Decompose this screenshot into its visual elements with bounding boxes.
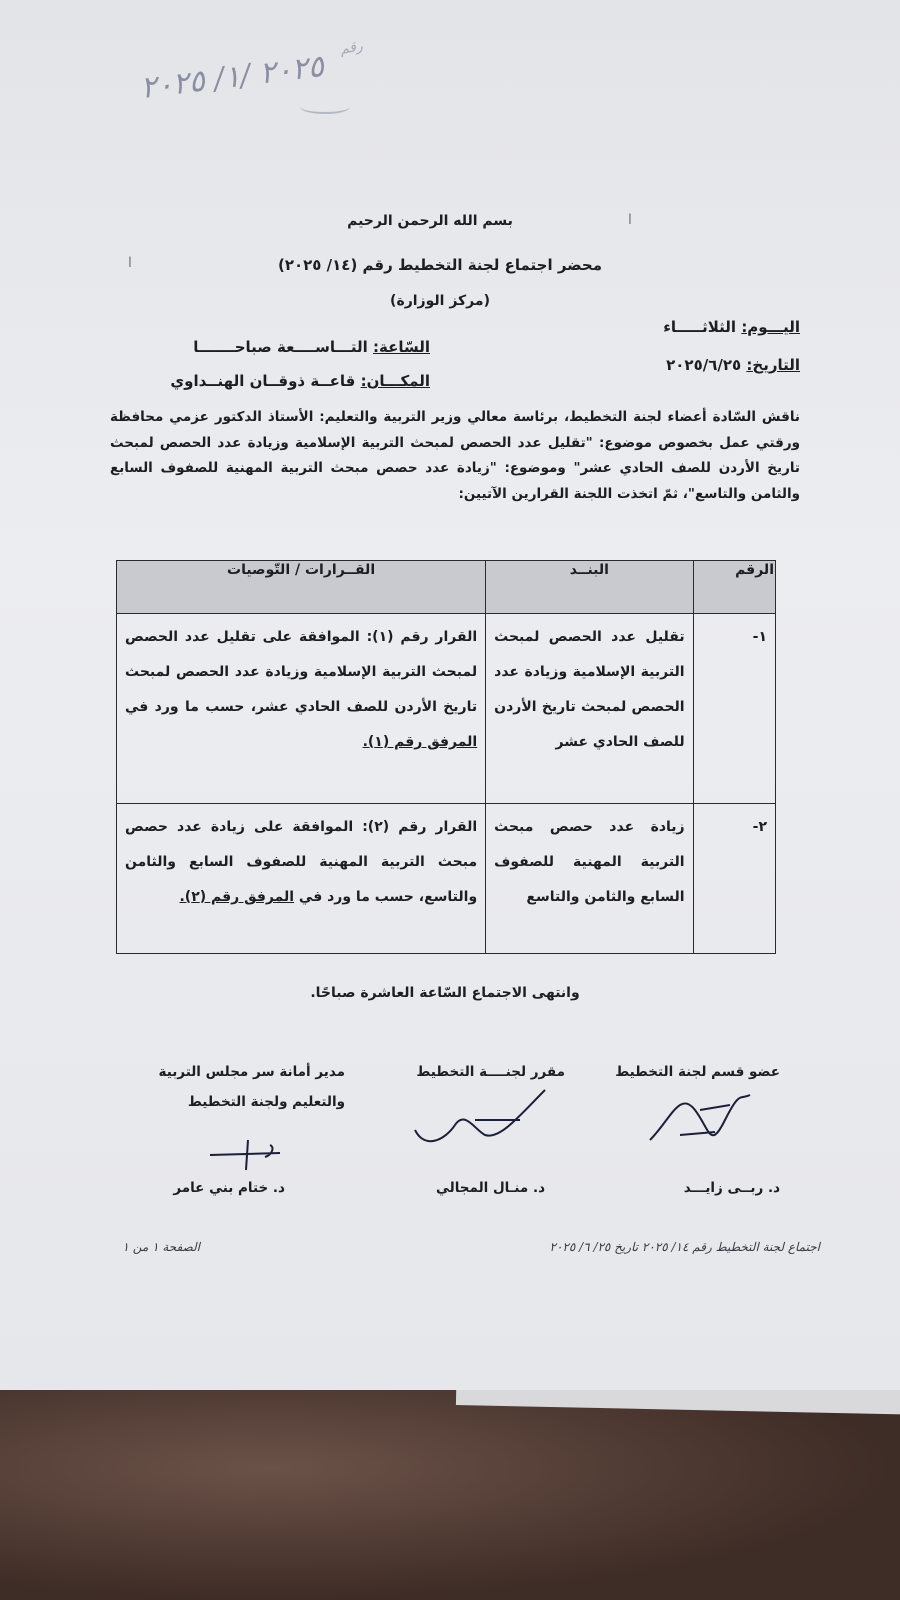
table-header-row: [117, 561, 776, 614]
date-value: ٢٠٢٥/٦/٢٥: [666, 356, 742, 374]
document-title: محضر اجتماع لجنة التخطيط رقم (١٤/ ٢٠٢٥): [277, 256, 603, 274]
table-row: [117, 614, 776, 804]
basmala: بسم الله الرحمن الرحيم: [347, 213, 513, 229]
signatory-title-1: عضو قسم لجنة التخطيط: [615, 1064, 780, 1080]
attachment-ref: المرفق رقم (١).: [362, 734, 478, 750]
row-item: زيادة عدد حصص مبحث التربية المهنية للصفوف السابع والثامن والتاسع: [486, 804, 693, 954]
row-item: تقليل عدد الحصص لمبحث التربية الإسلامية وزيادة عدد الحصص لمبحث تاريخ الأردن للصف الحادي عشر: [486, 614, 693, 804]
row-num: ٢-: [693, 804, 775, 954]
row-num: ١-: [693, 614, 775, 804]
meeting-day: [663, 318, 800, 336]
table-row: [117, 804, 776, 954]
meeting-date: [666, 356, 800, 374]
margin-mark: ا: [628, 212, 632, 228]
header-decision: القــرارات / التّوصيات: [117, 561, 486, 614]
meeting-place: [170, 372, 430, 390]
signatory-name-3: د. ربــى زايـــد: [683, 1180, 780, 1196]
decisions-table: [116, 560, 776, 954]
row-decision: [117, 614, 486, 804]
time-label: السّاعة:: [372, 338, 430, 356]
day-value: الثلاثـــــاء: [663, 318, 737, 336]
signatory-name-1: د. ختام بني عامر: [173, 1180, 285, 1196]
signatory-title-3: مدير أمانة سر مجلس التربية والتعليم ولجنة التخطيط: [158, 1064, 345, 1110]
signatory-title-2: مقرر لجنــــة التخطيط: [416, 1064, 565, 1080]
signature-3: [200, 1135, 290, 1175]
place-value: قاعــة ذوقــان الهنــداوي: [170, 372, 356, 390]
day-label: اليـــوم:: [741, 318, 800, 336]
decision-text: القرار رقم (٢): الموافقة على زيادة عدد حصص مبحث التربية المهنية للصفوف السابع والثامن والتاسع، حسب ما ورد في: [125, 819, 478, 905]
header-num: الرقم: [693, 561, 775, 614]
header-item: البنــد: [486, 561, 693, 614]
handwritten-ref-note: رقم: [338, 38, 364, 58]
meeting-time: [193, 338, 430, 356]
place-label: المكـــان:: [360, 372, 430, 390]
footer-meeting-ref: اجتماع لجنة التخطيط رقم ١٤/ ٢٠٢٥ تاريخ ٢٥/ ٦/ ٢٠٢٥: [549, 1240, 820, 1254]
time-value: التـــاســــعة صباحـــــــا: [193, 338, 368, 356]
pen-stroke-mark: [300, 100, 350, 114]
intro-paragraph: ناقش السّادة أعضاء لجنة التخطيط، برئاسة معالي وزير التربية والتعليم: الأستاذ الدكتور عزمي محافظة ورقتي عمل بخصوص موضوع: "تقليل عدد الحصص لمبحث التربية الإسلامية وزيادة عدد الحصص لمبحث تاريخ الأردن للصف الحادي عشر" وموضوع: "زيادة عدد حصص مبحث التربية المهنية للصفوف السابع والثامن والتاسع"، ثمّ اتخذت اللجنة القرارين الآتيين:: [110, 409, 800, 502]
footer-page-number: الصفحة ١ من ١: [122, 1240, 200, 1254]
table-surface: [0, 1380, 900, 1600]
closing-statement: وانتهى الاجتماع السّاعة العاشرة صباحًا.: [310, 985, 580, 1001]
document-subtitle: (مركز الوزارة): [390, 293, 490, 309]
handwritten-date-note: ٢٠٢٥ /١/ ٢٠٢٥: [138, 48, 326, 107]
attachment-ref: المرفق رقم (٢).: [179, 889, 295, 905]
row-decision: [117, 804, 486, 954]
date-label: التاريخ:: [746, 356, 800, 374]
signature-1: [640, 1080, 760, 1160]
decision-text: القرار رقم (١): الموافقة على تقليل عدد الحصص لمبحث التربية الإسلامية وزيادة عدد الحصص لمبحث تاريخ الأردن للصف الحادي عشر، حسب ما ورد في: [125, 629, 478, 715]
signatory-name-2: د. منـال المجالي: [436, 1180, 545, 1196]
signature-2: [405, 1080, 555, 1160]
margin-mark: ا: [128, 255, 132, 271]
